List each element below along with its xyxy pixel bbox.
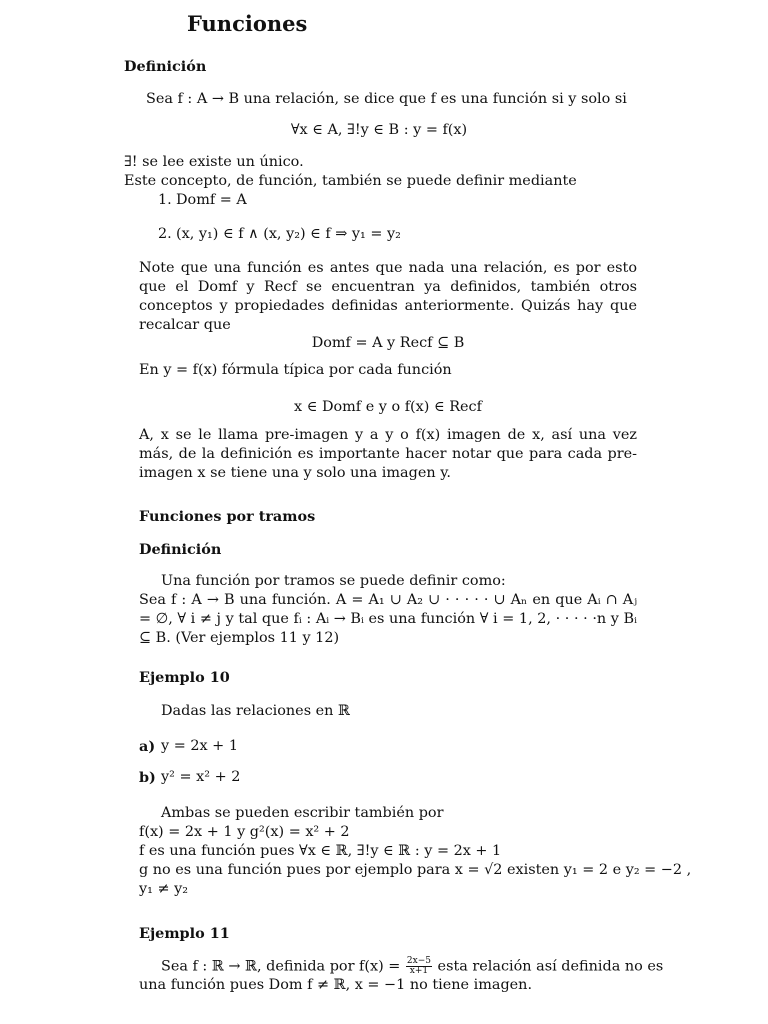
definition-heading: Definición	[124, 58, 207, 75]
example-10-intro: Dadas las relaciones en ℝ	[161, 703, 350, 719]
paragraph-preimage: A, x se le llama pre-imagen y a y o f(x) imagen de x, así una vez más, de la definición es importante hacer notar que para cada pre-imagen x se tiene una y solo una imagen y.	[139, 427, 637, 481]
fraction-numerator: 2x−5	[406, 956, 431, 966]
list-item-number: 2.	[158, 226, 172, 242]
definition-note-unique: ∃! se lee existe un único.	[124, 154, 304, 170]
example-10-b-text: y² = x² + 2	[161, 769, 241, 785]
section-heading-tramos: Funciones por tramos	[139, 508, 316, 525]
example-10-line: f es una función pues ∀x ∈ ℝ, ∃!y ∈ ℝ : y = 2x + 1	[139, 843, 502, 859]
definition-note-alt: Este concepto, de función, también se puede definir mediante	[124, 173, 577, 189]
example-10-a-text: y = 2x + 1	[161, 738, 238, 754]
fraction	[406, 957, 432, 976]
definition-intro: Sea f : A → B una relación, se dice que f es una función si y solo si	[146, 91, 627, 107]
example-10-line: f(x) = 2x + 1 y g²(x) = x² + 2	[139, 824, 350, 840]
tramos-intro: Una función por tramos se puede definir como:	[161, 573, 506, 589]
example-10-line: y₁ ≠ y₂	[139, 881, 189, 897]
paragraph-note-relation: Note que una función es antes que nada una relación, es por esto que el Domf y Recf se encuentran ya definidos, también otros conceptos y propiedades definidas anteriormente. Quizás hay que recalcar que	[139, 260, 637, 333]
list-item-text: (x, y₁) ∈ f ∧ (x, y₂) ∈ f ⇒ y₁ = y₂	[176, 226, 401, 242]
fraction-denominator: x+1	[409, 966, 429, 976]
example-10-heading: Ejemplo 10	[139, 669, 230, 686]
formula-preimage: x ∈ Domf e y o f(x) ∈ Recf	[294, 399, 482, 415]
example-11-text-after: esta relación así definida no es	[432, 958, 664, 975]
example-11-text-before: Sea f : ℝ → ℝ, definida por f(x) =	[161, 958, 405, 975]
paragraph-typical-formula: En y = f(x) fórmula típica por cada función	[139, 362, 452, 378]
tramos-body: Sea f : A → B una función. A = A₁ ∪ A₂ ∪ · · · · · ∪ Aₙ en que Aᵢ ∩ Aⱼ = ∅, ∀ i ≠ j y tal que fᵢ : Aᵢ → Bᵢ es una función ∀ i = 1, 2, · · · · ·n y Bᵢ ⊆ B. (Ver ejemplos 11 y 12)	[139, 592, 637, 646]
list-item-text: Domf = A	[176, 192, 247, 208]
definition-formula: ∀x ∈ A, ∃!y ∈ B : y = f(x)	[290, 122, 468, 138]
list-item-number: 1.	[158, 192, 172, 208]
example-10-a-label: a)	[139, 738, 156, 755]
example-10-line: Ambas se pueden escribir también por	[161, 805, 444, 821]
example-10-b-label: b)	[139, 769, 156, 786]
example-10-line: g no es una función pues por ejemplo para x = √2 existen y₁ = 2 e y₂ = −2 ,	[139, 862, 692, 878]
tramos-definition-heading: Definición	[139, 541, 222, 558]
page-title: Funciones	[187, 11, 308, 36]
formula-dom-rec: Domf = A y Recf ⊆ B	[311, 335, 465, 351]
example-11-line-2: una función pues Dom f ≠ ℝ, x = −1 no tiene imagen.	[139, 977, 533, 993]
example-11-heading: Ejemplo 11	[139, 925, 230, 942]
example-11-line-1	[161, 957, 663, 977]
